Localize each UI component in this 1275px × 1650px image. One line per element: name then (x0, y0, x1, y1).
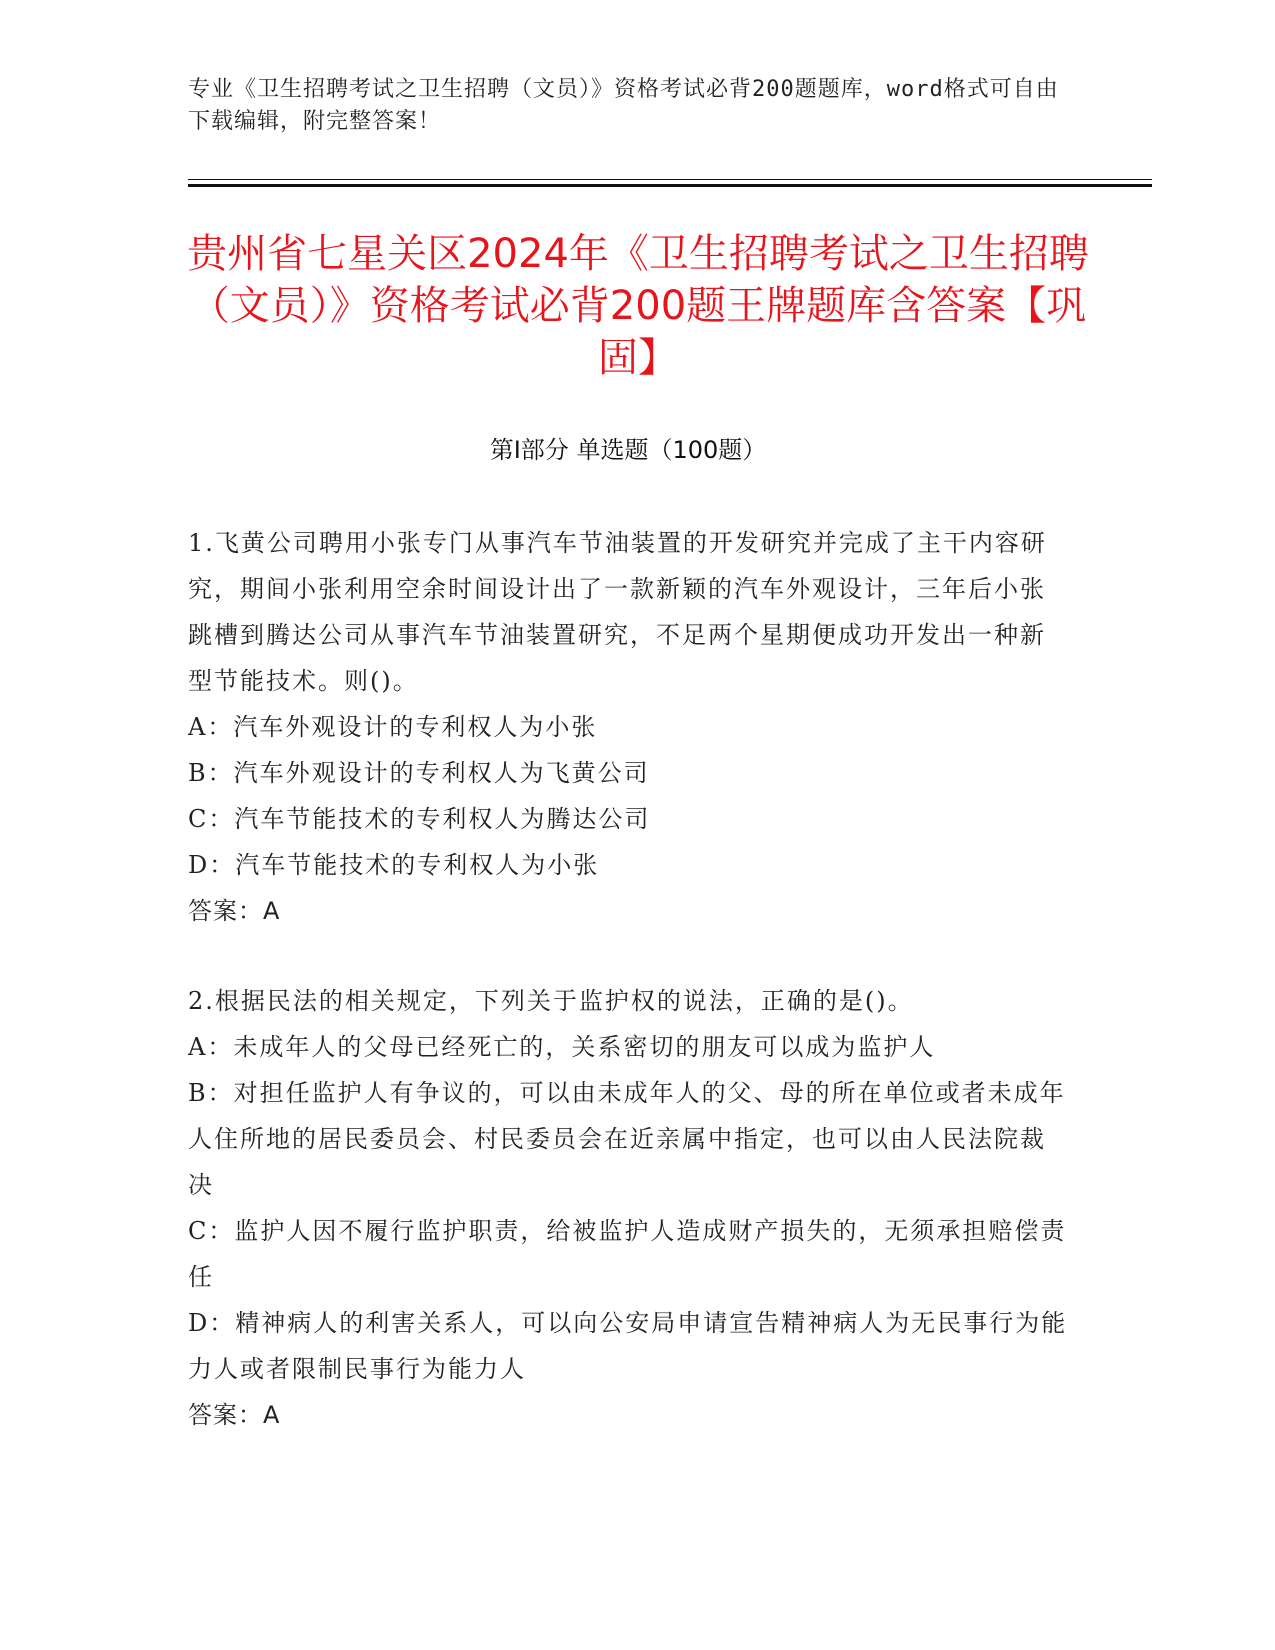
option-b: B：对担任监护人有争议的，可以由未成年人的父、母的所在单位或者未成年人住所地的居民委员会、村民委员会在近亲属中指定，也可以由人民法院裁决 (188, 1079, 1066, 1199)
question-block (188, 978, 1068, 1438)
section-heading: 第Ⅰ部分 单选题（100题） (489, 436, 767, 464)
answer-line: 答案：A (188, 1401, 281, 1429)
question-block (188, 520, 1068, 934)
option-c: C：监护人因不履行监护职责，给被监护人造成财产损失的，无须承担赔偿责任 (188, 1217, 1067, 1291)
option-b: B：汽车外观设计的专利权人为飞黄公司 (188, 759, 650, 787)
question-stem: 1.飞黄公司聘用小张专门从事汽车节油装置的开发研究并完成了主干内容研究，期间小张利用空余时间设计出了一款新颖的汽车外观设计，三年后小张跳槽到腾达公司从事汽车节油装置研究，不足两个星期便成功开发出一种新型节能技术。则()。 (188, 529, 1047, 695)
question-stem: 2.根据民法的相关规定，下列关于监护权的说法，正确的是()。 (188, 987, 914, 1015)
option-d: D：精神病人的利害关系人，可以向公安局申请宣告精神病人为无民事行为能力人或者限制民事行为能力人 (188, 1309, 1068, 1383)
option-c: C：汽车节能技术的专利权人为腾达公司 (188, 805, 651, 833)
header-note: 专业《卫生招聘考试之卫生招聘（文员）》资格考试必背200题题库，word格式可自由下载编辑，附完整答案！ (188, 77, 1059, 134)
option-d: D：汽车节能技术的专利权人为小张 (188, 851, 600, 879)
header-divider-thick (188, 184, 1152, 187)
option-a: A：未成年人的父母已经死亡的，关系密切的朋友可以成为监护人 (188, 1033, 936, 1061)
option-a: A：汽车外观设计的专利权人为小张 (188, 713, 598, 741)
answer-line: 答案：A (188, 897, 281, 925)
header-divider-thin (188, 179, 1152, 180)
document-title: 贵州省七星关区2024年《卫生招聘考试之卫生招聘（文员）》资格考试必背200题王牌题库含答案【巩固】 (187, 231, 1089, 381)
